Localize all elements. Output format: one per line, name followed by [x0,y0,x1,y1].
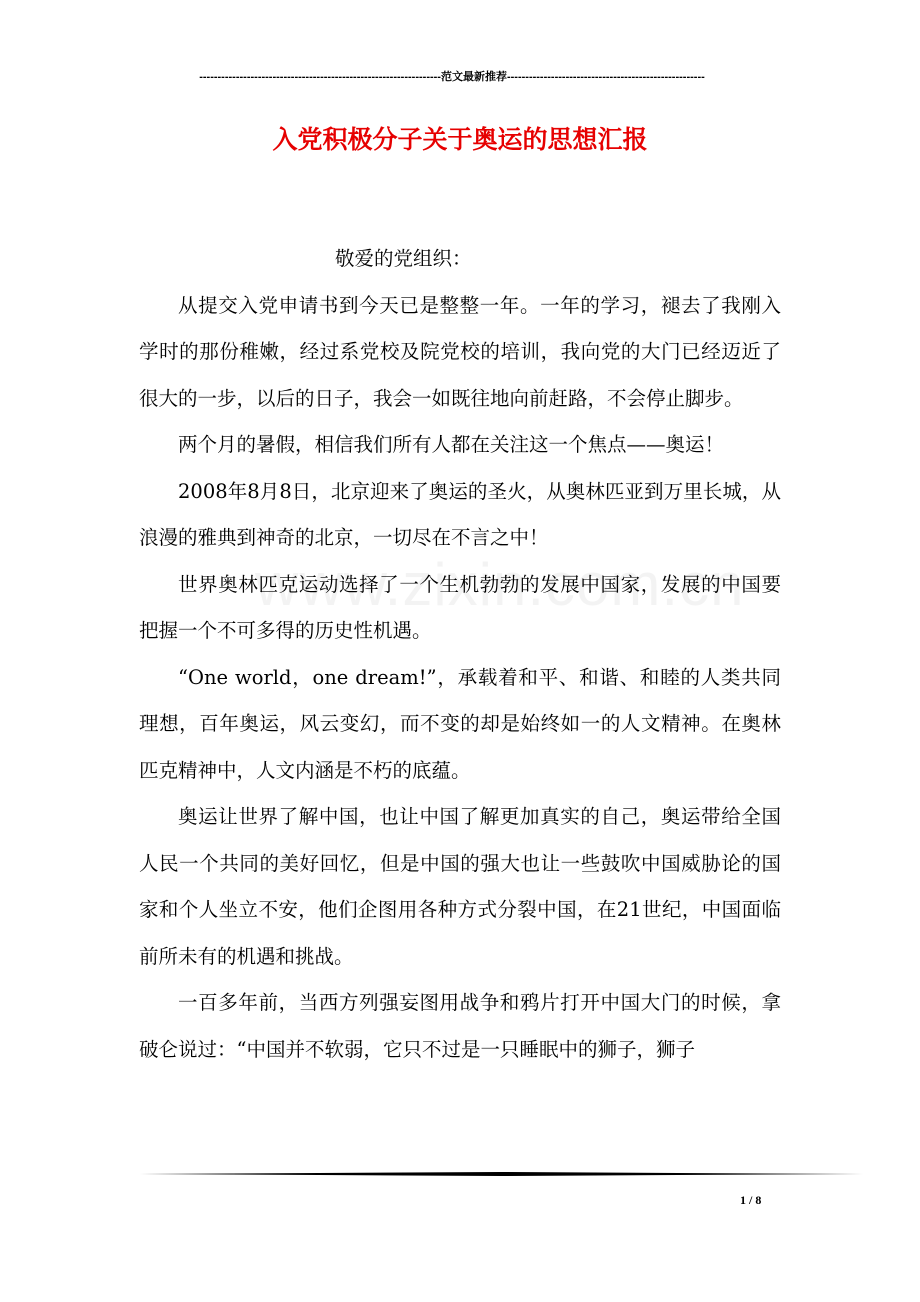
paragraph: “One world，one dream!”，承载着和平、和谐、和睦的人类共同理想，百年奥运，风云变幻，而不变的却是始终如一的人文精神。在奥林匹克精神中，人文内涵是不朽的底蕴。 [139,665,781,782]
footer-rule [140,1172,863,1176]
page-number: 1 / 8 [740,1193,762,1207]
salutation: 敬爱的党组织： [335,247,472,270]
paragraph: 两个月的暑假，相信我们所有人都在关注这一个焦点——奥运！ [178,433,725,456]
document-body [139,236,781,1073]
document-title: 入党积极分子关于奥运的思想汇报 [272,125,648,154]
paragraph: 2008年8月8日，北京迎来了奥运的圣火，从奥林匹亚到万里长城，从浪漫的雅典到神奇的北京，一切尽在不言之中！ [139,479,781,549]
paragraph: 奥运让世界了解中国，也让中国了解更加真实的自己，奥运带给全国人民一个共同的美好回忆，但是中国的强大也让一些鼓吹中国威胁论的国家和个人坐立不安，他们企图用各种方式分裂中国，在21世纪，中国面临前所未有的机遇和挑战。 [139,805,781,968]
paragraph: 一百多年前，当西方列强妄图用战争和鸦片打开中国大门的时候，拿破仑说过：“中国并不软弱，它只不过是一只睡眠中的狮子，狮子 [139,991,781,1061]
page-header: ------------------------------------------------------------------范文最新推荐------------------------------------------------------ [199,71,705,83]
paragraph: 从提交入党申请书到今天已是整整一年。一年的学习，褪去了我刚入学时的那份稚嫩，经过系党校及院党校的培训，我向党的大门已经迈近了很大的一步，以后的日子，我会一如既往地向前赶路，不会停止脚步。 [139,293,781,410]
paragraph: 世界奥林匹克运动选择了一个生机勃勃的发展中国家，发展的中国要把握一个不可多得的历史性机遇。 [139,572,781,642]
